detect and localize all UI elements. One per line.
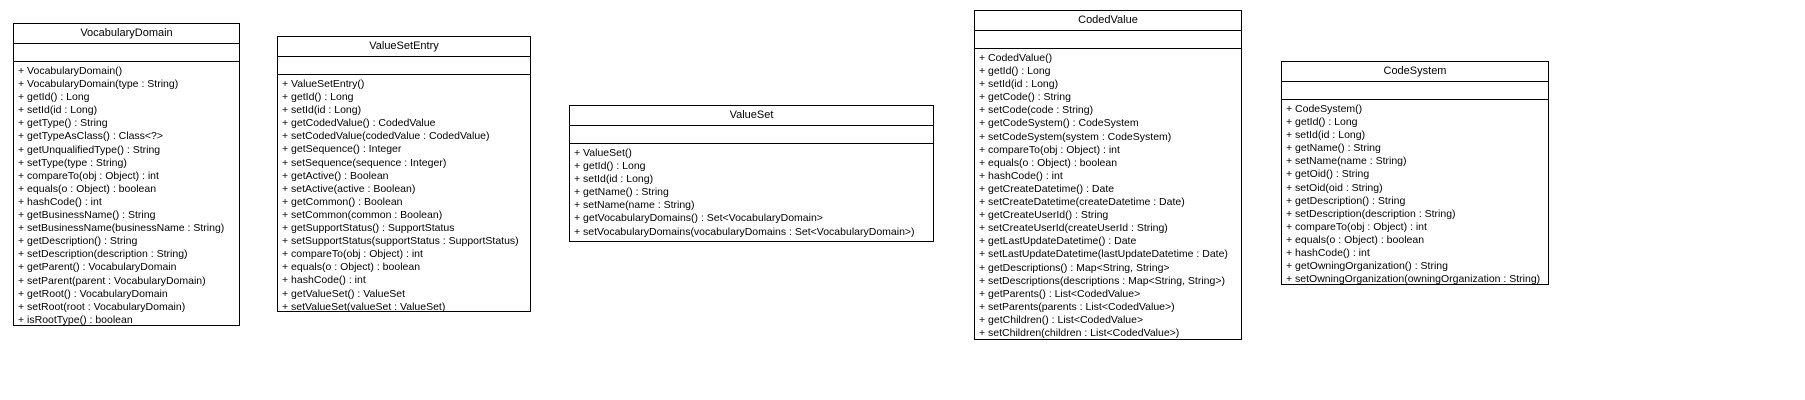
operation-item: + setValueSet(valueSet : ValueSet) xyxy=(282,300,446,313)
operation-item: + getId() : Long xyxy=(1286,116,1358,129)
operation-item: + getChildren() : List<CodedValue> xyxy=(979,313,1144,326)
attributes-compartment xyxy=(14,44,239,62)
operation-item: + ValueSet() xyxy=(574,147,632,159)
attributes-compartment xyxy=(278,57,530,75)
operation-item: + ValueSetEntry() xyxy=(282,78,365,90)
operation-item: + getDescription() : String xyxy=(18,235,138,248)
operation-item: + setName(name : String) xyxy=(1286,155,1407,168)
operation-item: + getDescription() : String xyxy=(1286,194,1406,207)
class-box-value-set-entry xyxy=(277,36,531,312)
operation-item: + getId() : Long xyxy=(282,91,354,104)
operation-item: + getBusinessName() : String xyxy=(18,209,156,222)
operation-item: + VocabularyDomain(type : String) xyxy=(18,78,179,91)
operation-item: + getSupportStatus() : SupportStatus xyxy=(282,222,455,235)
operation-item: + isRootType() : boolean xyxy=(18,313,133,326)
attributes-compartment xyxy=(570,126,933,144)
operation-item: + setVocabularyDomains(vocabularyDomains : Set<VocabularyDomain>) xyxy=(574,225,915,238)
operation-item: + setName(name : String) xyxy=(574,199,695,212)
operations-compartment xyxy=(1282,100,1548,288)
operations-compartment xyxy=(570,144,933,241)
operation-item: + getCode() : String xyxy=(979,91,1071,104)
operation-item: + getParent() : VocabularyDomain xyxy=(18,261,177,274)
operations-compartment xyxy=(14,62,239,329)
class-box-vocabulary-domain xyxy=(13,23,240,326)
operation-item: + setSequence(sequence : Integer) xyxy=(282,156,447,169)
operation-item: + getName() : String xyxy=(574,186,669,199)
operation-item: + hashCode() : int xyxy=(979,169,1063,182)
operation-item: + setId(id : Long) xyxy=(574,173,654,186)
attributes-compartment xyxy=(1282,82,1548,100)
operation-item: + setLastUpdateDatetime(lastUpdateDatetime : Date) xyxy=(979,248,1228,261)
class-box-coded-value xyxy=(974,10,1242,340)
operation-item: + getCommon() : Boolean xyxy=(282,195,403,208)
operation-item: + CodeSystem() xyxy=(1286,103,1363,115)
operation-item: + compareTo(obj : Object) : int xyxy=(1286,220,1427,233)
operation-item: + getCreateUserId() : String xyxy=(979,209,1109,222)
class-name: CodedValue xyxy=(975,11,1241,31)
operation-item: + setCodeSystem(system : CodeSystem) xyxy=(979,130,1172,143)
operation-item: + getVocabularyDomains() : Set<VocabularyDomain> xyxy=(574,212,823,225)
operation-item: + setId(id : Long) xyxy=(282,104,362,117)
operation-item: + VocabularyDomain() xyxy=(18,65,123,77)
operation-item: + getCodedValue() : CodedValue xyxy=(282,117,436,130)
operation-item: + setParent(parent : VocabularyDomain) xyxy=(18,274,206,287)
operation-item: + equals(o : Object) : boolean xyxy=(282,261,421,274)
operation-item: + hashCode() : int xyxy=(18,195,102,208)
operation-item: + hashCode() : int xyxy=(1286,247,1370,260)
operation-item: + getOid() : String xyxy=(1286,168,1370,181)
operation-item: + equals(o : Object) : boolean xyxy=(1286,233,1425,246)
operation-item: + equals(o : Object) : boolean xyxy=(979,156,1118,169)
operation-item: + getActive() : Boolean xyxy=(282,169,389,182)
class-name: ValueSetEntry xyxy=(278,37,530,57)
operation-item: + setChildren(children : List<CodedValue>) xyxy=(979,326,1180,339)
operation-item: + getValueSet() : ValueSet xyxy=(282,287,406,300)
operation-item: + CodedValue() xyxy=(979,52,1053,64)
operation-item: + getId() : Long xyxy=(574,160,646,173)
operation-item: + getCreateDatetime() : Date xyxy=(979,182,1115,195)
class-box-code-system xyxy=(1281,61,1549,285)
class-name: VocabularyDomain xyxy=(14,24,239,44)
operation-item: + setBusinessName(businessName : String) xyxy=(18,222,225,235)
operation-item: + setOwningOrganization(owningOrganization : String) xyxy=(1286,273,1541,286)
operation-item: + setParents(parents : List<CodedValue>) xyxy=(979,300,1175,313)
operation-item: + compareTo(obj : Object) : int xyxy=(979,143,1120,156)
operation-item: + setRoot(root : VocabularyDomain) xyxy=(18,300,186,313)
operation-item: + getTypeAsClass() : Class<?> xyxy=(18,130,164,143)
class-box-value-set xyxy=(569,105,934,242)
operation-item: + getSequence() : Integer xyxy=(282,143,402,156)
operation-item: + getUnqualifiedType() : String xyxy=(18,143,161,156)
operations-compartment xyxy=(278,75,530,316)
operation-item: + setId(id : Long) xyxy=(1286,129,1366,142)
operation-item: + setCode(code : String) xyxy=(979,104,1094,117)
operation-item: + getType() : String xyxy=(18,117,108,130)
operation-item: + getCodeSystem() : CodeSystem xyxy=(979,117,1139,130)
operation-item: + setOid(oid : String) xyxy=(1286,181,1383,194)
operation-item: + getId() : Long xyxy=(18,91,90,104)
class-name: CodeSystem xyxy=(1282,62,1548,82)
operation-item: + compareTo(obj : Object) : int xyxy=(282,248,423,261)
operation-item: + getDescriptions() : Map<String, String> xyxy=(979,261,1170,274)
operation-item: + setSupportStatus(supportStatus : SupportStatus) xyxy=(282,235,519,248)
class-name: ValueSet xyxy=(570,106,933,126)
operation-item: + setDescription(description : String) xyxy=(1286,207,1456,220)
operation-item: + setCreateDatetime(createDatetime : Date) xyxy=(979,196,1185,209)
operation-item: + getParents() : List<CodedValue> xyxy=(979,287,1141,300)
operations-compartment xyxy=(975,49,1241,342)
operation-item: + setId(id : Long) xyxy=(979,78,1059,91)
operation-item: + hashCode() : int xyxy=(282,274,366,287)
operation-item: + setActive(active : Boolean) xyxy=(282,182,416,195)
operation-item: + getRoot() : VocabularyDomain xyxy=(18,287,168,300)
operation-item: + getLastUpdateDatetime() : Date xyxy=(979,235,1137,248)
attributes-compartment xyxy=(975,31,1241,49)
operation-item: + setId(id : Long) xyxy=(18,104,98,117)
operation-item: + getOwningOrganization() : String xyxy=(1286,260,1448,273)
operation-item: + setType(type : String) xyxy=(18,156,127,169)
operation-item: + setDescription(description : String) xyxy=(18,248,188,261)
operation-item: + getId() : Long xyxy=(979,65,1051,78)
operation-item: + compareTo(obj : Object) : int xyxy=(18,169,159,182)
operation-item: + setCodedValue(codedValue : CodedValue) xyxy=(282,130,490,143)
operation-item: + setCreateUserId(createUserId : String) xyxy=(979,222,1168,235)
operation-item: + equals(o : Object) : boolean xyxy=(18,182,157,195)
operation-item: + setDescriptions(descriptions : Map<String, String>) xyxy=(979,274,1225,287)
operation-item: + setCommon(common : Boolean) xyxy=(282,208,443,221)
operation-item: + getName() : String xyxy=(1286,142,1381,155)
